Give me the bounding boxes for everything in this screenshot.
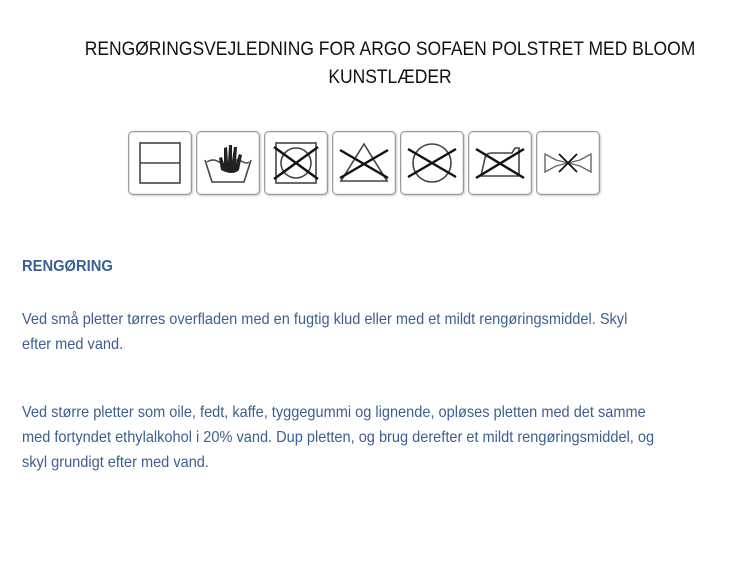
paragraph-line: med fortyndet ethylalkohol i 20% vand. Dup pletten, og brug derefter et mildt rengøringsmiddel, og (22, 429, 655, 446)
no-iron-icon (468, 131, 532, 195)
title-line-1: RENGØRINGSVEJLEDNING FOR ARGO SOFAEN POLSTRET MED BLOOM (84, 39, 696, 60)
do-not-wring-icon (536, 131, 600, 195)
paragraph-line: Ved små pletter tørres overfladen med en fugtig klud eller med et mildt rengøringsmiddel. Skyl (22, 311, 628, 328)
no-tumble-dry-icon (264, 131, 328, 195)
title-line-2: KUNSTLÆDER (328, 67, 452, 88)
paragraph-line: Ved større pletter som oile, fedt, kaffe, tyggegummi og lignende, opløses pletten med det samme (22, 404, 646, 421)
dry-flat-icon (128, 131, 192, 195)
no-dry-clean-icon (400, 131, 464, 195)
hand-wash-icon (196, 131, 260, 195)
page-title (68, 36, 712, 92)
cleaning-paragraph-large-stains (22, 400, 741, 475)
care-icons-row (128, 131, 600, 195)
section-heading: RENGØRING (22, 258, 113, 275)
paragraph-line: skyl grundigt efter med vand. (22, 454, 209, 471)
no-bleach-icon (332, 131, 396, 195)
cleaning-paragraph-small-stains (22, 307, 741, 357)
paragraph-line: efter med vand. (22, 336, 124, 353)
